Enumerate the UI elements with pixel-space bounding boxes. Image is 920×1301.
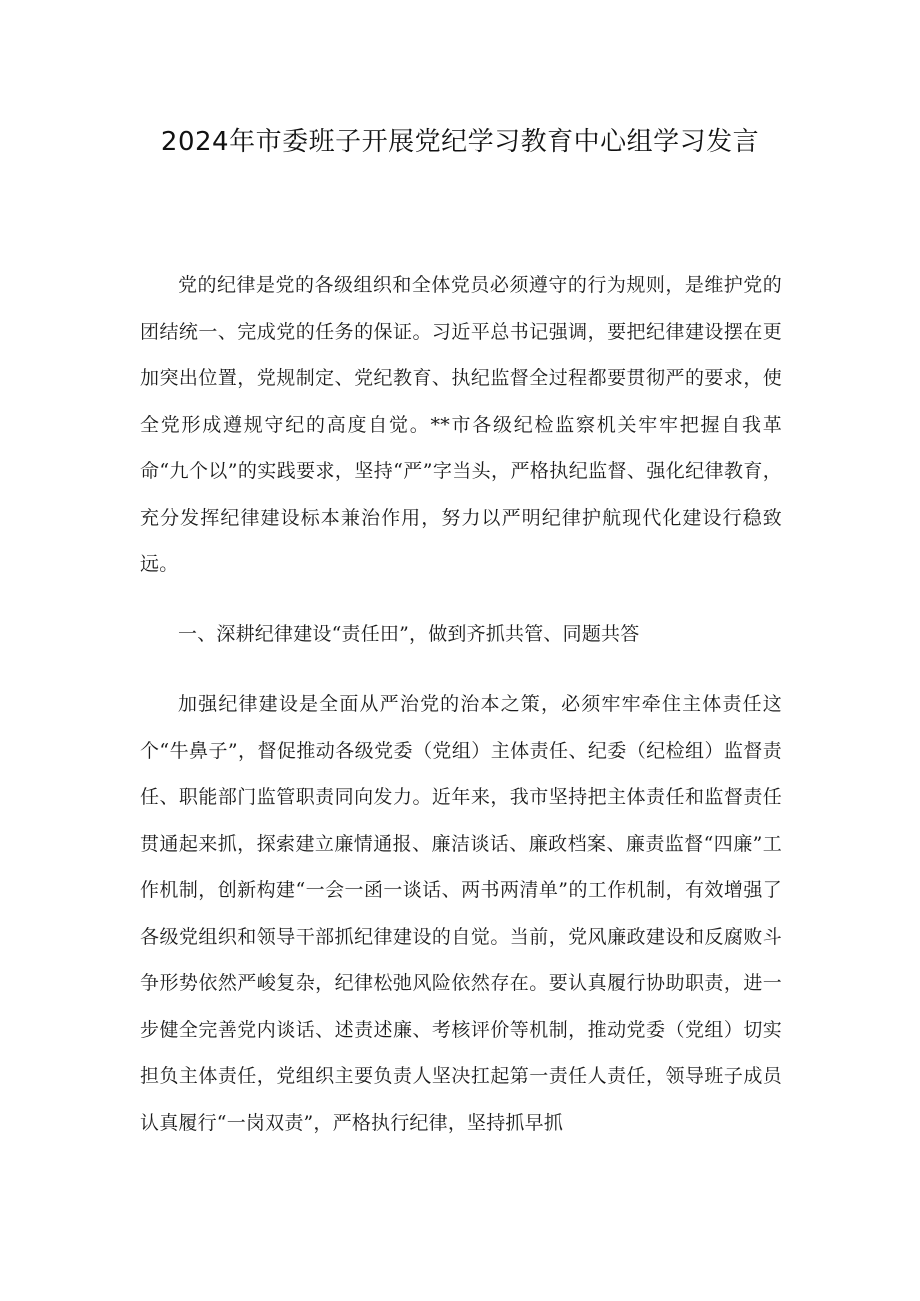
paragraph-intro: 党的纪律是党的各级组织和全体党员必须遵守的行为规则，是维护党的团结统一、完成党的任务的保证。习近平总书记强调，要把纪律建设摆在更加突出位置，党规制定、党纪教育、执纪监督全过程都要贯彻严的要求，使全党形成遵规守纪的高度自觉。**市各级纪检监察机关牢牢把握自我革命“九个以”的实践要求，坚持“严”字当头，严格执纪监督、强化纪律教育，充分发挥纪律建设标本兼治作用，努力以严明纪律护航现代化建设行稳致远。 bbox=[140, 274, 782, 575]
section-heading-1: 一、深耕纪律建设“责任田”，做到齐抓共管、同题共答 bbox=[178, 623, 640, 645]
paragraph-section-1: 加强纪律建设是全面从严治党的治本之策，必须牢牢牵住主体责任这个“牛鼻子”，督促推动各级党委（党组）主体责任、纪委（纪检组）监督责任、职能部门监管职责同向发力。近年来，我市坚持把主体责任和监督责任贯通起来抓，探索建立廉情通报、廉洁谈话、廉政档案、廉责监督“四廉”工作机制，创新构建“一会一函一谈话、两书两清单”的工作机制，有效增强了各级党组织和领导干部抓纪律建设的自觉。当前，党风廉政建设和反腐败斗争形势依然严峻复杂，纪律松弛风险依然存在。要认真履行协助职责，进一步健全完善党内谈话、述责述廉、考核评价等机制，推动党委（党组）切实担负主体责任，党组织主要负责人坚决扛起第一责任人责任，领导班子成员认真履行“一岗双责”，严格执行纪律，坚持抓早抓 bbox=[140, 693, 782, 1134]
document-title: 2024年市委班子开展党纪学习教育中心组学习发言 bbox=[160, 127, 760, 157]
